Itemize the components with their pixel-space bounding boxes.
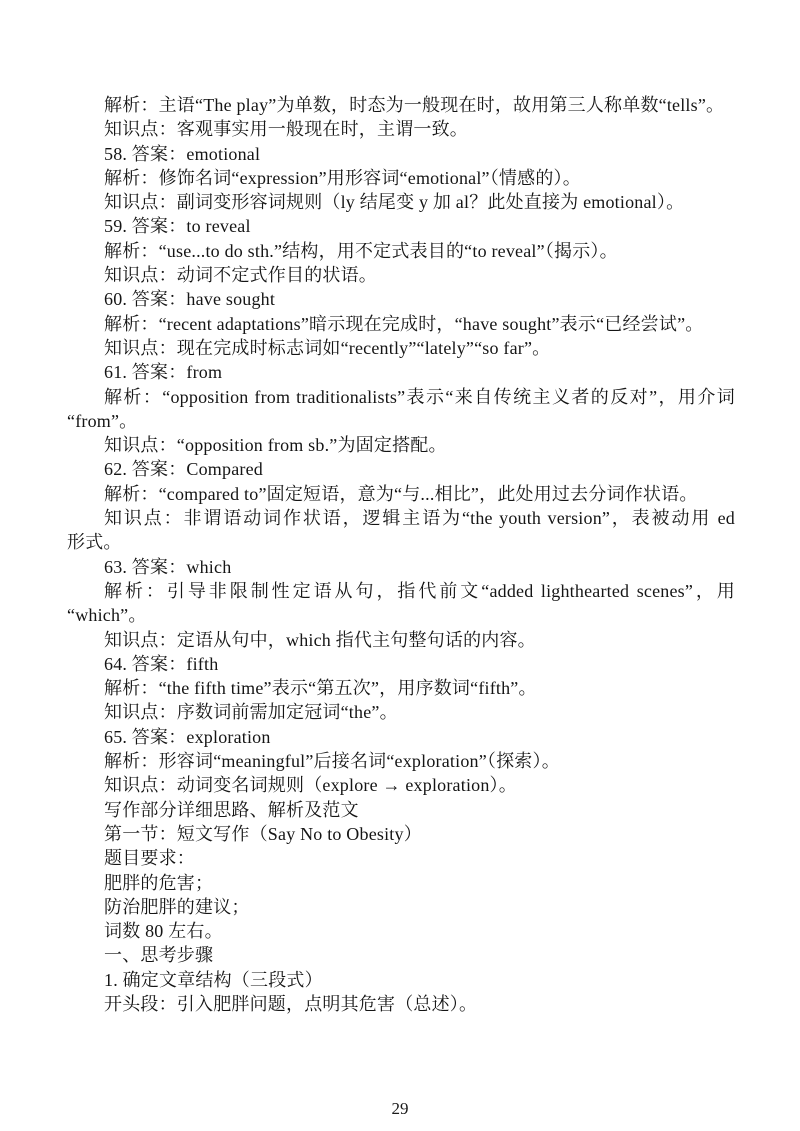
text-line: “which”。 [67,605,147,626]
text-line: 题目要求： [104,848,195,869]
text-line: 61. 答案：from [104,362,223,383]
text-line: 肥胖的危害； [104,872,214,893]
text-line: 写作部分详细思路、解析及范文 [104,799,359,820]
text-line: 一、思考步骤 [104,945,214,966]
text-line: 知识点：动词变名词规则（explore → exploration）。 [104,775,517,796]
text-line: 知识点：动词不定式作目的状语。 [104,265,377,286]
text-line: 知识点：“opposition from sb.”为固定搭配。 [104,435,447,456]
text-line: 知识点：定语从句中，which 指代主句整句话的内容。 [104,629,536,650]
text-line: 解析：引导非限制性定语从句，指代前文“added lighthearted scenes”，用 [104,580,735,601]
text-line: 防治肥胖的建议； [104,896,250,917]
text-line: 解析：主语“The play”为单数，时态为一般现在时，故用第三人称单数“tells”。 [104,95,725,115]
text-line: 58. 答案：emotional [104,143,261,164]
text-line: 65. 答案：exploration [104,726,271,747]
text-line: 知识点：副词变形容词规则（ly 结尾变 y 加 al？此处直接为 emotional）。 [104,192,685,213]
text-line: 知识点：客观事实用一般现在时，主谓一致。 [104,119,468,140]
text-line: 知识点：序数词前需加定冠词“the”。 [104,702,398,723]
text-line: 59. 答案：to reveal [104,216,251,237]
text-line: 62. 答案：Compared [104,459,263,480]
text-line: 解析：修饰名词“expression”用形容词“emotional”（情感的）。 [104,167,581,188]
text-line: 第一节：短文写作（Say No to Obesity） [104,823,422,844]
text-line: 知识点：非谓语动词作状语，逻辑主语为“the youth version”，表被动用 ed [104,508,735,529]
text-line: 解析：“the fifth time”表示“第五次”，用序数词“fifth”。 [104,678,537,699]
text-line: 解析：“use...to do sth.”结构，用不定式表目的“to reveal”（揭示）。 [104,240,618,261]
text-line: 60. 答案：have sought [104,289,276,310]
text-line: 解析：“recent adaptations”暗示现在完成时，“have sought”表示“已经尝试”。 [104,313,704,334]
text-line: 解析：“compared to”固定短语，意为“与...相比”，此处用过去分词作状语。 [104,483,698,504]
document-body [67,93,735,1016]
text-line: 解析：形容词“meaningful”后接名词“exploration”（探索）。 [104,751,560,772]
text-line: 形式。 [67,532,122,553]
text-line: 解析：“opposition from traditionalists”表示“来自传统主义者的反对”，用介词 [104,386,735,407]
text-line: 1. 确定文章结构（三段式） [104,969,323,990]
text-line: 开头段：引入肥胖问题，点明其危害（总述）。 [104,993,478,1014]
text-line: 63. 答案：which [104,556,232,577]
text-line: 64. 答案：fifth [104,653,219,674]
text-line: “from”。 [67,410,138,431]
text-line: 知识点：现在完成时标志词如“recently”“lately”“so far”。 [104,337,551,358]
text-line: 词数 80 左右。 [104,921,223,942]
page-number: 29 [391,1099,409,1118]
